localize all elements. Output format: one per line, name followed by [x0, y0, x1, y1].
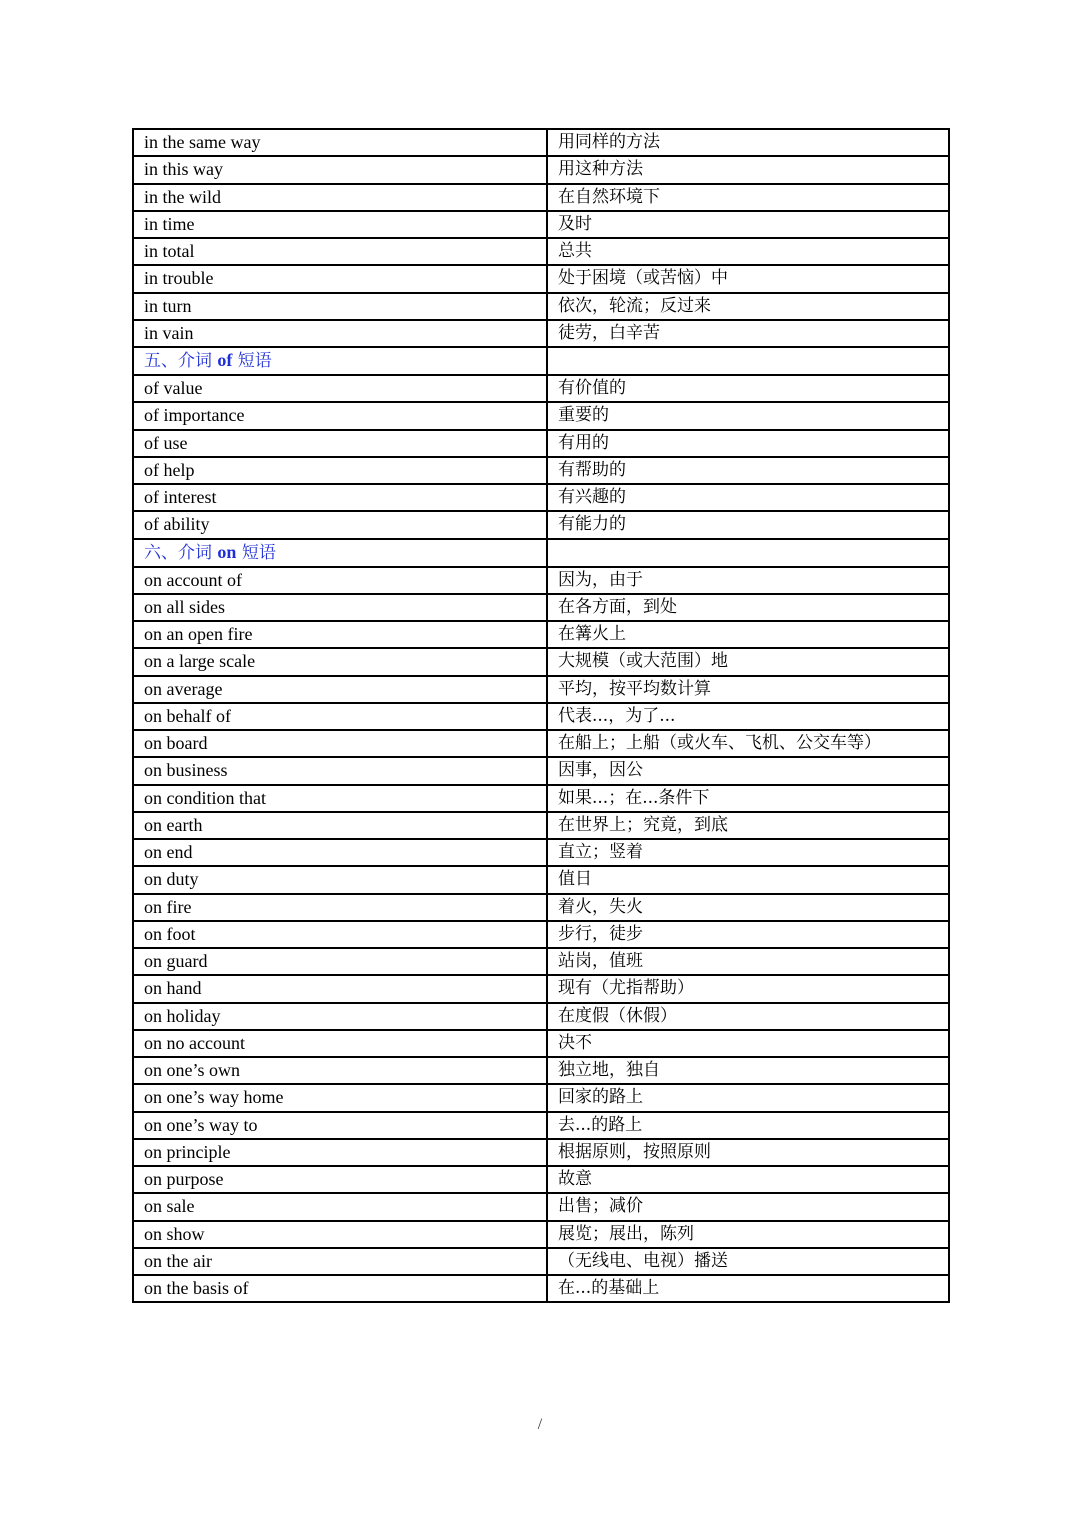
table-row	[133, 430, 949, 457]
table-row	[133, 703, 949, 730]
table-row	[133, 156, 949, 183]
table-row	[133, 293, 949, 320]
table-row	[133, 1275, 949, 1302]
chinese-meaning: 在...的基础上	[547, 1275, 949, 1302]
chinese-meaning: 出售；减价	[547, 1193, 949, 1220]
english-phrase: on principle	[133, 1139, 547, 1166]
section-empty-cell	[547, 539, 949, 567]
table-row	[133, 839, 949, 866]
table-row	[133, 320, 949, 347]
chinese-meaning: 值日	[547, 866, 949, 893]
table-row	[133, 921, 949, 948]
table-row	[133, 866, 949, 893]
english-phrase: on account of	[133, 567, 547, 594]
chinese-meaning: 决不	[547, 1030, 949, 1057]
section-empty-cell	[547, 347, 949, 375]
english-phrase: on board	[133, 730, 547, 757]
chinese-meaning: 去...的路上	[547, 1112, 949, 1139]
chinese-meaning: 步行，徒步	[547, 921, 949, 948]
chinese-meaning: 现有（尤指帮助）	[547, 975, 949, 1002]
chinese-meaning: 及时	[547, 211, 949, 238]
table-row	[133, 1193, 949, 1220]
english-phrase: of value	[133, 375, 547, 402]
english-phrase: on all sides	[133, 594, 547, 621]
chinese-meaning: 重要的	[547, 402, 949, 429]
english-phrase: on guard	[133, 948, 547, 975]
chinese-meaning: 有用的	[547, 430, 949, 457]
table-row	[133, 757, 949, 784]
english-phrase: on one’s way home	[133, 1084, 547, 1111]
english-phrase: of interest	[133, 484, 547, 511]
english-phrase: of help	[133, 457, 547, 484]
english-phrase: on hand	[133, 975, 547, 1002]
table-row	[133, 1248, 949, 1275]
english-phrase: in time	[133, 211, 547, 238]
table-row	[133, 1221, 949, 1248]
table-row	[133, 457, 949, 484]
english-phrase: on business	[133, 757, 547, 784]
english-phrase: of importance	[133, 402, 547, 429]
table-row	[133, 676, 949, 703]
section-title-prefix: 六、介词	[144, 542, 218, 563]
chinese-meaning: 有能力的	[547, 511, 949, 538]
section-title-keyword: of	[217, 350, 233, 370]
table-row	[133, 812, 949, 839]
chinese-meaning: 回家的路上	[547, 1084, 949, 1111]
table-row	[133, 948, 949, 975]
chinese-meaning: 在度假（休假）	[547, 1003, 949, 1030]
chinese-meaning: 因事，因公	[547, 757, 949, 784]
table-row	[133, 621, 949, 648]
chinese-meaning: 处于困境（或苦恼）中	[547, 265, 949, 292]
chinese-meaning: 独立地，独自	[547, 1057, 949, 1084]
section-header-row	[133, 347, 949, 375]
english-phrase: on behalf of	[133, 703, 547, 730]
english-phrase: in total	[133, 238, 547, 265]
chinese-meaning: 根据原则，按照原则	[547, 1139, 949, 1166]
chinese-meaning: 直立；竖着	[547, 839, 949, 866]
table-row	[133, 648, 949, 675]
english-phrase: on the air	[133, 1248, 547, 1275]
english-phrase: on show	[133, 1221, 547, 1248]
english-phrase: on one’s way to	[133, 1112, 547, 1139]
table-row	[133, 484, 949, 511]
chinese-meaning: 徒劳，白辛苦	[547, 320, 949, 347]
chinese-meaning: 着火，失火	[547, 894, 949, 921]
table-row	[133, 375, 949, 402]
chinese-meaning: 故意	[547, 1166, 949, 1193]
english-phrase: on average	[133, 676, 547, 703]
english-phrase: on an open fire	[133, 621, 547, 648]
table-row	[133, 730, 949, 757]
table-row	[133, 1112, 949, 1139]
english-phrase: on no account	[133, 1030, 547, 1057]
table-row	[133, 129, 949, 156]
english-phrase: on a large scale	[133, 648, 547, 675]
chinese-meaning: 平均，按平均数计算	[547, 676, 949, 703]
english-phrase: on condition that	[133, 785, 547, 812]
chinese-meaning: 如果...；在...条件下	[547, 785, 949, 812]
table-row	[133, 511, 949, 538]
table-row	[133, 785, 949, 812]
chinese-meaning: 在各方面，到处	[547, 594, 949, 621]
page-footer: /	[537, 1416, 543, 1433]
chinese-meaning: 有帮助的	[547, 457, 949, 484]
table-row	[133, 894, 949, 921]
chinese-meaning: 在船上；上船（或火车、飞机、公交车等）	[547, 730, 949, 757]
chinese-meaning: 大规模（或大范围）地	[547, 648, 949, 675]
english-phrase: of ability	[133, 511, 547, 538]
table-row	[133, 1139, 949, 1166]
english-phrase: on fire	[133, 894, 547, 921]
section-header-row	[133, 539, 949, 567]
english-phrase: on duty	[133, 866, 547, 893]
english-phrase: on purpose	[133, 1166, 547, 1193]
chinese-meaning: 在世界上；究竟，到底	[547, 812, 949, 839]
chinese-meaning: 代表...，为了...	[547, 703, 949, 730]
section-title	[133, 347, 547, 375]
english-phrase: on earth	[133, 812, 547, 839]
table-row	[133, 402, 949, 429]
english-phrase: in this way	[133, 156, 547, 183]
table-row	[133, 1057, 949, 1084]
table-row	[133, 594, 949, 621]
chinese-meaning: 站岗，值班	[547, 948, 949, 975]
english-phrase: of use	[133, 430, 547, 457]
chinese-meaning: 用同样的方法	[547, 129, 949, 156]
table-row	[133, 1003, 949, 1030]
chinese-meaning: 用这种方法	[547, 156, 949, 183]
table-row	[133, 1166, 949, 1193]
chinese-meaning: （无线电、电视）播送	[547, 1248, 949, 1275]
table-row	[133, 567, 949, 594]
chinese-meaning: 有价值的	[547, 375, 949, 402]
chinese-meaning: 因为，由于	[547, 567, 949, 594]
chinese-meaning: 展览；展出，陈列	[547, 1221, 949, 1248]
table-row	[133, 184, 949, 211]
chinese-meaning: 依次，轮流；反过来	[547, 293, 949, 320]
section-title-suffix: 短语	[232, 351, 272, 371]
phrase-table-body	[133, 129, 949, 1302]
english-phrase: on holiday	[133, 1003, 547, 1030]
english-phrase: in turn	[133, 293, 547, 320]
section-title-keyword: on	[217, 541, 237, 562]
table-row	[133, 1084, 949, 1111]
english-phrase: in trouble	[133, 265, 547, 292]
table-row	[133, 265, 949, 292]
english-phrase: on end	[133, 839, 547, 866]
chinese-meaning: 有兴趣的	[547, 484, 949, 511]
english-phrase: in vain	[133, 320, 547, 347]
section-title-prefix: 五、介词	[144, 351, 218, 371]
english-phrase: on the basis of	[133, 1275, 547, 1302]
phrase-table	[132, 128, 950, 1303]
table-row	[133, 211, 949, 238]
english-phrase: on foot	[133, 921, 547, 948]
chinese-meaning: 在自然环境下	[547, 184, 949, 211]
english-phrase: on sale	[133, 1193, 547, 1220]
english-phrase: in the same way	[133, 129, 547, 156]
chinese-meaning: 在篝火上	[547, 621, 949, 648]
chinese-meaning: 总共	[547, 238, 949, 265]
section-title	[133, 539, 547, 567]
section-title-suffix: 短语	[236, 542, 276, 563]
english-phrase: in the wild	[133, 184, 547, 211]
table-row	[133, 238, 949, 265]
table-row	[133, 1030, 949, 1057]
table-row	[133, 975, 949, 1002]
english-phrase: on one’s own	[133, 1057, 547, 1084]
